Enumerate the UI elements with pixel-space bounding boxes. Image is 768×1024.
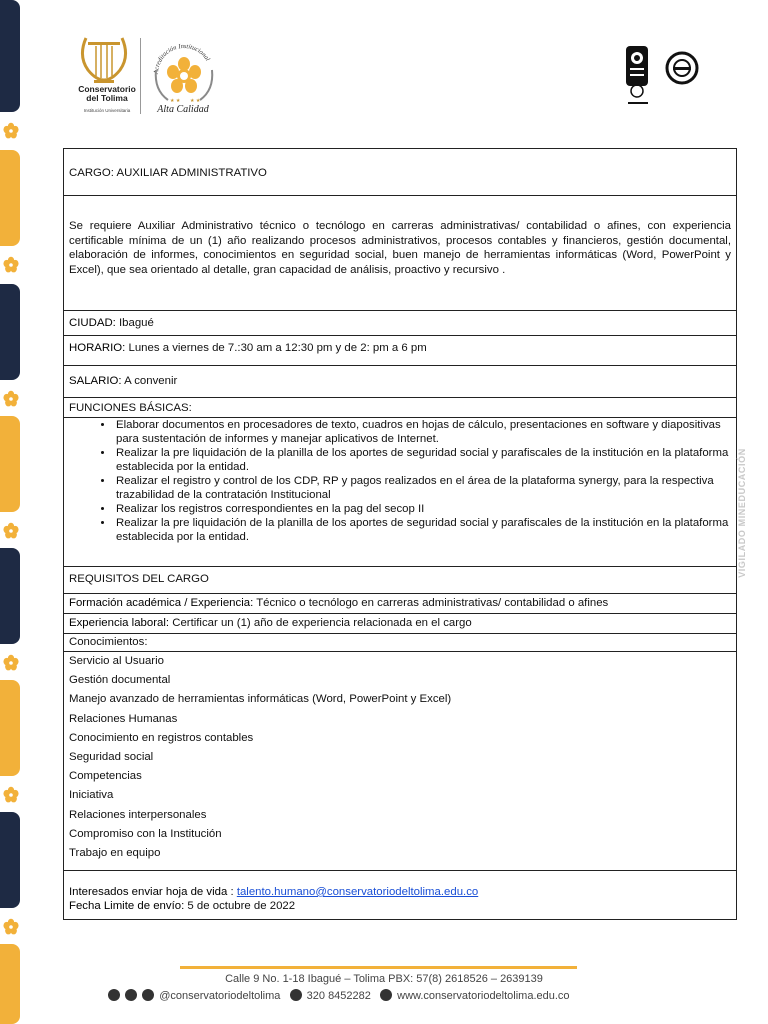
formacion-label: Formación académica / Experiencia: <box>69 597 254 609</box>
list-item: Manejo avanzado de herramientas informáticas (Word, PowerPoint y Excel) <box>69 693 452 706</box>
experiencia-value: Certificar un (1) año de experiencia relacionada en el cargo <box>169 617 472 629</box>
fecha-value: 5 de octubre de 2022 <box>184 900 296 912</box>
list-item: • Realizar los registros correspondientes en la pag del secop II <box>114 502 731 516</box>
flower-icon <box>2 654 20 672</box>
seal-label: Alta Calidad <box>157 104 209 115</box>
flower-icon <box>2 522 20 540</box>
flower-icon <box>2 918 20 936</box>
vigilado-watermark <box>735 438 749 588</box>
svg-text:★ ★: ★ ★ <box>190 98 201 104</box>
job-posting-table <box>63 148 737 920</box>
requisitos-row <box>64 567 736 594</box>
strip-segment <box>0 0 20 112</box>
cargo-title: CARGO: AUXILIAR ADMINISTRATIVO <box>69 167 267 179</box>
certification-logos-icon <box>620 44 704 116</box>
description-row <box>64 196 736 311</box>
ciudad-row <box>64 311 736 336</box>
flower-icon <box>2 786 20 804</box>
strip-segment <box>0 150 20 246</box>
website-link[interactable]: www.conservatoriodeltolima.edu.co <box>397 990 570 1002</box>
list-item: Seguridad social <box>69 751 154 764</box>
strip-segment <box>0 548 20 644</box>
strip-segment <box>0 416 20 512</box>
left-decorative-strip <box>0 0 22 1024</box>
conocimientos-row <box>64 652 736 871</box>
horario-value: Lunes a viernes de 7.:30 am a 12:30 pm y de 2: pm a 6 pm <box>125 342 427 354</box>
formacion-value: Técnico o tecnólogo en carreras administrativas/ contabilidad o afines <box>253 597 609 609</box>
globe-icon <box>380 989 392 1001</box>
funciones-title: FUNCIONES BÁSICAS: <box>69 402 192 414</box>
interesados-label: Interesados enviar hoja de vida <box>69 886 228 898</box>
social-handle: @conservatoriodeltolima <box>159 990 281 1002</box>
list-item: • Realizar la pre liquidación de la planilla de los aportes de seguridad social y parafiscales de la institución en la plataforma establecida por la entidad. <box>114 446 731 474</box>
instagram-icon[interactable] <box>142 989 154 1001</box>
funciones-title-row <box>64 398 736 418</box>
job-description: Se requiere Auxiliar Administrativo técnico o tecnólogo en carreras administrativas/ contabilidad o afines, con experiencia certificable mínima de un (1) año realizando procesos administrativos, procesos contables y financieros, gestión documental, elaboración de informes, conocimientos en seguridad social, buen manejo de herramientas informáticas (Word, PowerPoint y Excel), que sea orientado al detalle, gran capacidad de análisis, proactivo y recursivo . <box>69 220 731 276</box>
seal-arc-text: Acreditación Institucional <box>152 42 211 75</box>
lyre-logo-icon <box>74 34 134 118</box>
experiencia-label: Experiencia laboral: <box>69 617 170 629</box>
list-item: • Elaborar documentos en procesadores de texto, cuadros en hojas de cálculo, presentaciones en software y diapositivas para sustentación de informes y manejar aplicativos de Internet. <box>114 418 731 446</box>
institution-name: Conservatorio del Tolima <box>78 84 136 103</box>
horario-label: HORARIO: <box>69 342 126 354</box>
funciones-row <box>64 418 736 567</box>
ciudad-value: Ibagué <box>115 317 154 329</box>
footer-contacts <box>108 989 668 1002</box>
salario-value: A convenir <box>121 375 178 387</box>
list-item: • Realizar el registro y control de los CDP, RP y pagos realizados en el área de la plataforma synergy, para la respectiva trazabilidad de la contratación Institucional <box>114 474 731 502</box>
list-item: • Realizar la pre liquidación de la planilla de los aportes de seguridad social y parafiscales de la institución en la plataforma establecida por la entidad. <box>114 516 731 544</box>
list-item: Servicio al Usuario <box>69 655 164 667</box>
footer-rule <box>180 966 577 969</box>
salario-row <box>64 366 736 398</box>
footer-address: Calle 9 No. 1-18 Ibagué – Tolima PBX: 57(8) 2618526 – 2639139 <box>225 973 543 985</box>
vigilado-text: VIGILADO MINEDUCACIÓN <box>737 448 747 578</box>
flower-icon <box>2 256 20 274</box>
strip-segment <box>0 944 20 1024</box>
strip-segment <box>0 680 20 776</box>
flower-icon <box>2 122 20 140</box>
cargo-row <box>64 149 736 196</box>
tiktok-icon[interactable] <box>108 989 120 1001</box>
salario-label: SALARIO: <box>69 375 122 387</box>
strip-segment <box>0 812 20 908</box>
header-divider <box>140 38 141 114</box>
list-item: Relaciones interpersonales <box>69 808 207 821</box>
whatsapp-icon <box>290 989 302 1001</box>
competencias-title: Competencias <box>69 770 142 783</box>
strip-segment <box>0 284 20 380</box>
list-item: Trabajo en equipo <box>69 847 161 860</box>
formacion-row <box>64 594 736 614</box>
conocimientos-title-row <box>64 634 736 652</box>
svg-text:★ ★: ★ ★ <box>170 98 181 104</box>
list-item: Iniciativa <box>69 789 114 802</box>
facebook-icon[interactable] <box>125 989 137 1001</box>
horario-row <box>64 336 736 366</box>
phone-number: 320 8452282 <box>306 990 371 1002</box>
contact-row <box>64 871 736 919</box>
list-item: Gestión documental <box>69 674 171 687</box>
experiencia-row <box>64 614 736 634</box>
list-item: Conocimiento en registros contables <box>69 731 254 744</box>
ciudad-label: CIUDAD: <box>69 317 116 329</box>
flower-icon <box>2 390 20 408</box>
list-item: Compromiso con la Institución <box>69 827 222 840</box>
conocimientos-title: Conocimientos: <box>69 636 148 648</box>
fecha-label: Fecha Limite de envío: <box>69 900 185 912</box>
list-item: Relaciones Humanas <box>69 712 178 725</box>
institution-type: Institución Universitaria <box>83 108 131 113</box>
requisitos-title: REQUISITOS DEL CARGO <box>69 573 209 585</box>
email-link[interactable]: talento.humano@conservatoriodeltolima.edu.co <box>236 886 479 898</box>
funciones-list <box>69 418 731 544</box>
interesados-separator: : <box>227 886 237 898</box>
